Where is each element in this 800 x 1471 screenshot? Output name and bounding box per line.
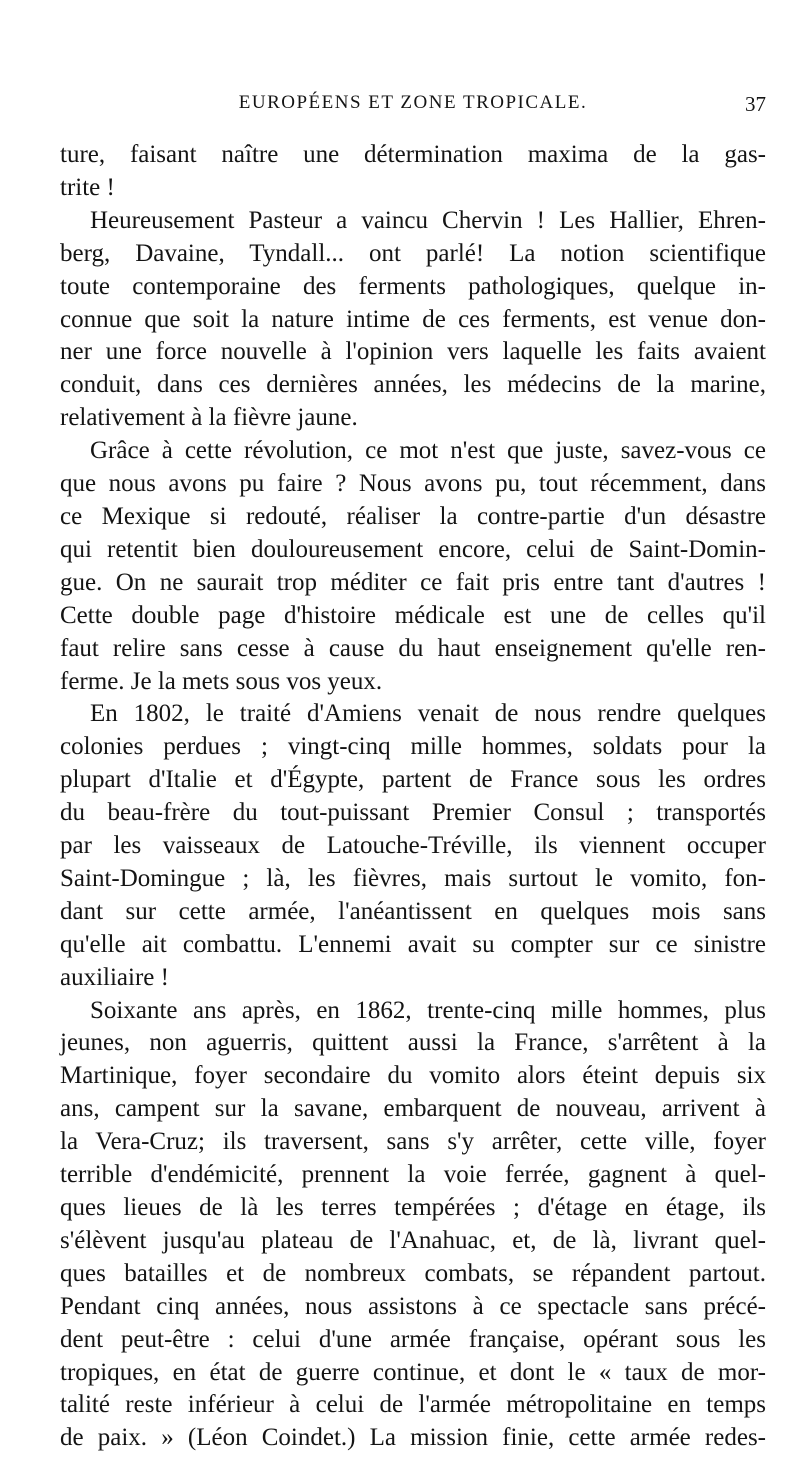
text-line: Martinique, foyer secondaire du vomito alors éteint depuis six bbox=[60, 1062, 766, 1090]
text-line: auxiliaire ! bbox=[60, 963, 169, 991]
text-line: ture, faisant naître une détermination maxima de la gas- bbox=[60, 141, 766, 168]
text-line: conduit, dans ces dernières années, les médecins de la marine, bbox=[60, 371, 766, 399]
text-line: ans, campent sur la savane, embarquent de nouveau, arrivent à bbox=[60, 1095, 766, 1123]
text-line: que nous avons pu faire ? Nous avons pu, tout récemment, dans bbox=[60, 470, 766, 498]
text-line: jeunes, non aguerris, quittent aussi la France, s'arrêtent à la bbox=[60, 1029, 766, 1057]
text-line: En 1802, le traité d'Amiens venait de nous rendre quelques bbox=[90, 700, 766, 728]
running-head bbox=[60, 92, 766, 122]
text-line: de paix. » (Léon Coindet.) La mission finie, cette armée redes- bbox=[60, 1424, 766, 1452]
paragraph bbox=[60, 435, 766, 698]
text-line: qui retentit bien douloureusement encore, celui de Saint-Domin- bbox=[60, 535, 766, 563]
text-line: colonies perdues ; vingt-cinq mille hommes, soldats pour la bbox=[60, 733, 766, 761]
paragraph bbox=[60, 139, 766, 205]
text-line: Grâce à cette révolution, ce mot n'est que juste, savez-vous ce bbox=[90, 437, 766, 465]
text-line: s'élèvent jusqu'au plateau de l'Anahuac, et, de là, livrant quel- bbox=[60, 1226, 766, 1254]
text-line: du beau-frère du tout-puissant Premier Consul ; transportés bbox=[60, 799, 766, 827]
text-line: gue. On ne saurait trop méditer ce fait pris entre tant d'autres ! bbox=[60, 568, 766, 596]
text-line: relativement à la fièvre jaune. bbox=[60, 404, 358, 432]
text-line: tropiques, en état de guerre continue, et dont le « taux de mor- bbox=[60, 1358, 766, 1386]
text-line: Saint-Domingue ; là, les fièvres, mais surtout le vomito, fon- bbox=[60, 864, 766, 892]
text-line: ferme. Je la mets sous vos yeux. bbox=[60, 667, 383, 695]
text-line: talité reste inférieur à celui de l'armée métropolitaine en temps bbox=[60, 1391, 766, 1419]
text-line: ner une force nouvelle à l'opinion vers laquelle les faits avaient bbox=[60, 338, 766, 366]
paragraph bbox=[60, 995, 766, 1456]
text-line: qu'elle ait combattu. L'ennemi avait su compter sur ce sinistre bbox=[60, 930, 766, 958]
text-line: trite ! bbox=[60, 173, 115, 201]
text-line: ques batailles et de nombreux combats, se répandent partout. bbox=[60, 1259, 766, 1287]
text-line: la Vera-Cruz; ils traversent, sans s'y arrêter, cette ville, foyer bbox=[60, 1128, 766, 1156]
text-line: Cette double page d'histoire médicale est une de celles qu'il bbox=[60, 601, 766, 629]
body-text bbox=[60, 139, 766, 1455]
text-line: faut relire sans cesse à cause du haut enseignement qu'elle ren- bbox=[60, 634, 766, 662]
text-line: Pendant cinq années, nous assistons à ce spectacle sans précé- bbox=[60, 1292, 766, 1320]
paragraph bbox=[60, 205, 766, 435]
text-line: toute contemporaine des ferments pathologiques, quelque in- bbox=[60, 272, 766, 300]
text-line: ques lieues de là les terres tempérées ; d'étage en étage, ils bbox=[60, 1194, 766, 1221]
text-line: connue que soit la nature intime de ces ferments, est venue don- bbox=[60, 305, 766, 333]
text-line: terrible d'endémicité, prennent la voie ferrée, gagnent à quel- bbox=[60, 1161, 766, 1189]
text-line: dent peut-être : celui d'une armée française, opérant sous les bbox=[60, 1325, 766, 1353]
text-line: Heureusement Pasteur a vaincu Chervin ! Les Hallier, Ehren- bbox=[90, 206, 766, 234]
paragraph bbox=[60, 698, 766, 994]
text-line: dant sur cette armée, l'anéantissent en quelques mois sans bbox=[60, 897, 766, 925]
text-line: par les vaisseaux de Latouche-Tréville, ils viennent occuper bbox=[60, 832, 766, 860]
page-number: 37 bbox=[745, 92, 766, 116]
text-line: Soixante ans après, en 1862, trente-cinq mille hommes, plus bbox=[90, 996, 766, 1024]
text-line: berg, Davaine, Tyndall... ont parlé! La notion scientifique bbox=[60, 239, 766, 267]
text-line: ce Mexique si redouté, réaliser la contre-partie d'un désastre bbox=[60, 502, 766, 530]
text-line: plupart d'Italie et d'Égypte, partent de France sous les ordres bbox=[60, 766, 766, 794]
running-title: EUROPÉENS ET ZONE TROPICALE. bbox=[238, 92, 588, 113]
